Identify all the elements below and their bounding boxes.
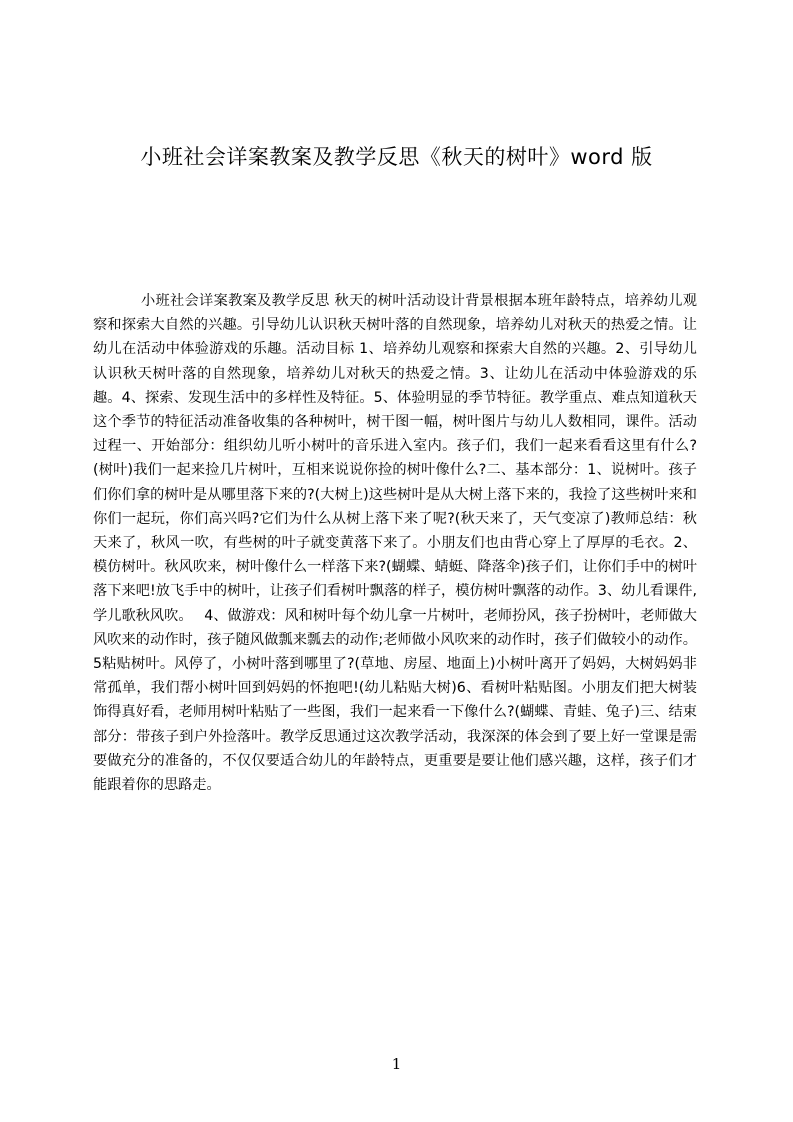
page-number: 1: [391, 1055, 402, 1073]
document-body-paragraph: 小班社会详案教案及教学反思 秋天的树叶活动设计背景根据本班年龄特点，培养幼儿观察和探索大自然的兴趣。引导幼儿认识秋天树叶落的自然现象，培养幼儿对秋天的热爱之情。让幼儿在活动中体验游戏的乐趣。活动目标 1、培养幼儿观察和探索大自然的兴趣。2、引导幼儿认识秋天树叶落的自然现象，培养幼儿对秋天的热爱之情。3、让幼儿在活动中体验游戏的乐趣。4、探索、发现生活中的多样性及特征。5、体验明显的季节特征。教学重点、难点知道秋天这个季节的特征活动准备收集的各种树叶，树干图一幅，树叶图片与幼儿人数相同，课件。活动过程一、开始部分：组织幼儿听小树叶的音乐进入室内。孩子们，我们一起来看看这里有什么?(树叶)我们一起来捡几片树叶，互相来说说你捡的树叶像什么?二、基本部分：1、说树叶。孩子们你们拿的树叶是从哪里落下来的?(大树上)这些树叶是从大树上落下来的，我捡了这些树叶来和你们一起玩，你们高兴吗?它们为什么从树上落下来了呢?(秋天来了，天气变凉了)教师总结：秋天来了，秋风一吹，有些树的叶子就变黄落下来了。小朋友们也由背心穿上了厚厚的毛衣。2、模仿树叶。秋风吹来，树叶像什么一样落下来?(蝴蝶、蜻蜓、降落伞)孩子们，让你们手中的树叶落下来吧!放飞手中的树叶，让孩子们看树叶飘落的样子，模仿树叶飘落的动作。3、幼儿看课件,学儿歌秋风吹。 4、做游戏：风和树叶每个幼儿拿一片树叶，老师扮风，孩子扮树叶，老师做大风吹来的动作时，孩子随风做瓢来瓢去的动作;老师做小风吹来的动作时，孩子们做较小的动作。5粘贴树叶。风停了，小树叶落到哪里了?(草地、房屋、地面上)小树叶离开了妈妈，大树妈妈非常孤单，我们帮小树叶回到妈妈的怀抱吧!(幼儿粘贴大树)6、看树叶粘贴图。小朋友们把大树装饰得真好看，老师用树叶粘贴了一些图，我们一起来看一下像什么?(蝴蝶、青蛙、兔子)三、结束部分：带孩子到户外捡落叶。教学反思通过这次教学活动，我深深的体会到了要上好一堂课是需要做充分的准备的，不仅仅要适合幼儿的年龄特点，更重要是要让他们感兴趣，这样，孩子们才能跟着你的思路走。: [93, 293, 697, 794]
document-title: 小班社会详案教案及教学反思《秋天的树叶》word 版: [140, 145, 653, 169]
